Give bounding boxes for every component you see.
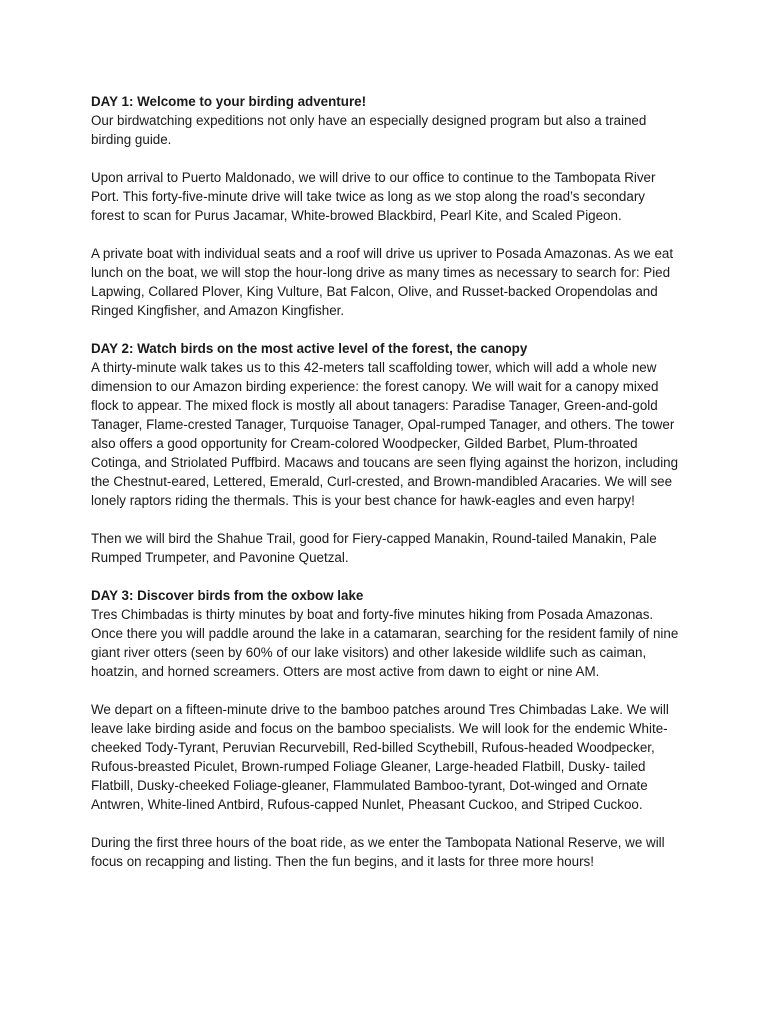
day-3-boat-ride-paragraph: During the first three hours of the boat ride, as we enter the Tambopata National Reserve, we will focus on recapping and listing. Then the fun begins, and it lasts for three more hours!: [91, 835, 665, 869]
day-1-intro-paragraph: Our birdwatching expeditions not only have an especially designed program but also a trained birding guide.: [91, 113, 647, 147]
document-page: [91, 92, 681, 890]
day-1-section: [91, 92, 681, 320]
day-3-bamboo-paragraph: We depart on a fifteen-minute drive to the bamboo patches around Tres Chimbadas Lake. We will leave lake birding aside and focus on the bamboo specialists. We will look for the endemic White-cheeked Tody-Tyrant, Peruvian Recurvebill, Red-billed Scythebill, Rufous-headed Woodpecker, Rufous-breasted Piculet, Brown-rumped Foliage Gleaner, Large-headed Flatbill, Dusky- tailed Flatbill, Dusky-cheeked Foliage-gleaner, Flammulated Bamboo-tyrant, Dot-winged and Ornate Antwren, White-lined Antbird, Rufous-capped Nunlet, Pheasant Cuckoo, and Striped Cuckoo.: [91, 702, 669, 812]
day-2-trail-paragraph: Then we will bird the Shahue Trail, good for Fiery-capped Manakin, Round-tailed Manakin, Pale Rumped Trumpeter, and Pavonine Quetzal.: [91, 531, 657, 565]
day-2-canopy-paragraph: A thirty-minute walk takes us to this 42-meters tall scaffolding tower, which will add a whole new dimension to our Amazon birding experience: the forest canopy. We will wait for a canopy mixed flock to appear. The mixed flock is mostly all about tanagers: Paradise Tanager, Green-and-gold Tanager, Flame-crested Tanager, Turquoise Tanager, Opal-rumped Tanager, and others. The tower also offers a good opportunity for Cream-colored Woodpecker, Gilded Barbet, Plum-throated Cotinga, and Striolated Puffbird. Macaws and toucans are seen flying against the horizon, including the Chestnut-eared, Lettered, Emerald, Curl-crested, and Brown-mandibled Aracaries. We will see lonely raptors riding the thermals. This is your best chance for hawk-eagles and even harpy!: [91, 360, 679, 508]
day-1-arrival-paragraph: Upon arrival to Puerto Maldonado, we will drive to our office to continue to the Tambopata River Port. This forty-five-minute drive will take twice as long as we stop along the road’s secondary forest to scan for Purus Jacamar, White-browed Blackbird, Pearl Kite, and Scaled Pigeon.: [91, 170, 656, 223]
day-2-section: [91, 339, 681, 567]
day-3-section: [91, 586, 681, 871]
day-3-lake-paragraph: Tres Chimbadas is thirty minutes by boat and forty-five minutes hiking from Posada Amazonas. Once there you will paddle around the lake in a catamaran, searching for the resident family of nine giant river otters (seen by 60% of our lake visitors) and other lakeside wildlife such as caiman, hoatzin, and horned screamers. Otters are most active from dawn to eight or nine AM.: [91, 607, 679, 679]
day-1-boat-paragraph: A private boat with individual seats and a roof will drive us upriver to Posada Amazonas. As we eat lunch on the boat, we will stop the hour-long drive as many times as necessary to search for: Pied Lapwing, Collared Plover, King Vulture, Bat Falcon, Olive, and Russet-backed Oropendolas and Ringed Kingfisher, and Amazon Kingfisher.: [91, 246, 674, 318]
day-2-heading: DAY 2: Watch birds on the most active level of the forest, the canopy: [91, 341, 528, 356]
day-1-heading: DAY 1: Welcome to your birding adventure!: [91, 94, 367, 109]
day-3-heading: DAY 3: Discover birds from the oxbow lake: [91, 588, 364, 603]
